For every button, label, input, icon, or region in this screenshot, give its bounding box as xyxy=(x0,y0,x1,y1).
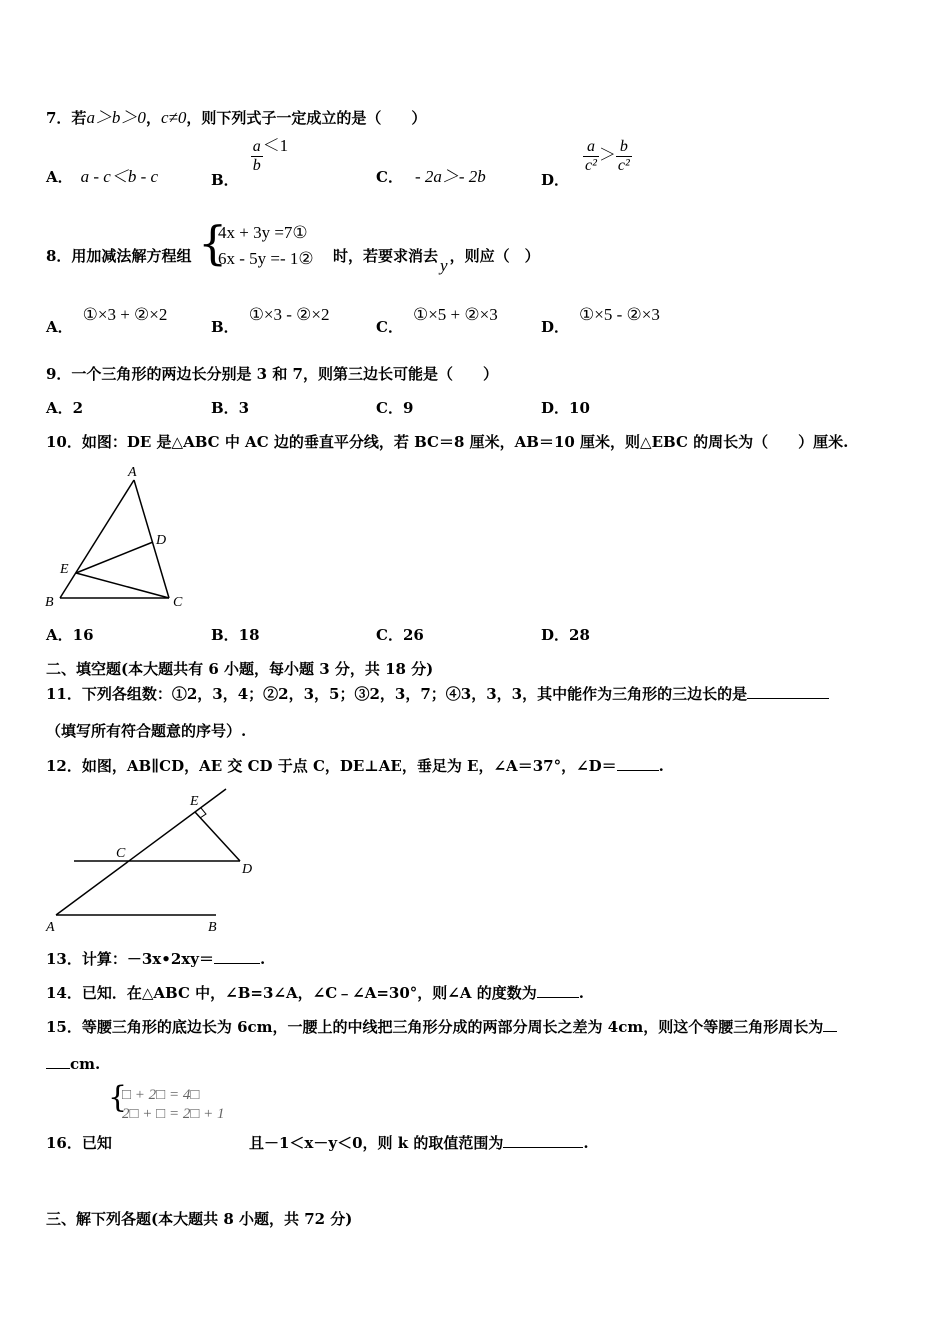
q7-cond1: a＞b＞0 xyxy=(86,108,146,127)
q7-option-b xyxy=(211,135,289,189)
q8-option-d xyxy=(541,304,660,336)
q10-stem: 10．如图：DE 是△ABC 中 AC 边的垂直平分线，若 BC＝8 厘米，AB＝10 厘米，则△EBC 的周长为（ ）厘米. xyxy=(46,433,849,451)
q12-label-a: A xyxy=(46,920,55,935)
q12-label-c: C xyxy=(116,846,126,861)
q7-cond-sep: ， xyxy=(145,109,161,127)
q10-option-b: B．18 xyxy=(211,626,260,644)
q12-label-e: E xyxy=(190,794,199,809)
q16-suffix: 且－1＜x－y＜0，则 k 的取值范围为 xyxy=(249,1134,504,1152)
q15-stem-line xyxy=(46,1016,837,1037)
q8-a-label: A． xyxy=(46,318,73,336)
q7-b-fraction xyxy=(251,138,263,175)
q10-triangle-figure xyxy=(40,460,200,610)
q11-stem: 11．下列各组数：①2，3，4；②2，3，5；③2，3，7；④3，3，3，其中能作为三角形的三边长的是 xyxy=(46,685,748,703)
q8-c-label: C． xyxy=(376,318,403,336)
q16-prefix: 16．已知 xyxy=(46,1134,112,1152)
q7-c-label: C． xyxy=(376,168,403,186)
q8-equation-2: 6x - 5y =- 1② xyxy=(218,249,314,268)
q14-answer-blank xyxy=(537,997,579,998)
q9-option-a: A．2 xyxy=(46,399,84,417)
q7-cond2: c≠0 xyxy=(160,108,187,127)
q7-d-denominator-1: c² xyxy=(585,157,597,174)
q7-stem-prefix: 7．若 xyxy=(46,109,87,127)
q15-stem-line-2 xyxy=(46,1055,100,1073)
q9-option-b: B．3 xyxy=(211,399,250,417)
q11-stem-line xyxy=(46,683,829,704)
q7-b-numerator: a xyxy=(252,138,261,155)
q12-right-angle-mark xyxy=(200,808,206,818)
section2-title: 二、填空题(本大题共有 6 小题，每小题 3 分，共 18 分) xyxy=(46,660,434,678)
q10-label-e: E xyxy=(60,562,69,577)
q8-d-expr: ①×5 - ②×3 xyxy=(579,305,660,324)
q8-a-expr: ①×3 + ②×2 xyxy=(82,305,168,324)
q8-stem-suffix: ，则应（ ） xyxy=(449,247,540,265)
q7-d-denominator-2: c² xyxy=(617,157,630,174)
q14-stem: 14．已知．在△ABC 中，∠B=3∠A，∠C﹣∠A=30°，则∠A 的度数为 xyxy=(46,984,537,1002)
q13-stem: 13．计算：－3x•2xy＝ xyxy=(46,950,214,968)
q10-label-b: B xyxy=(45,595,54,610)
q10-segment-ed xyxy=(76,542,153,573)
q12-line-ae xyxy=(56,789,226,915)
q15-answer-blank-2 xyxy=(46,1068,70,1069)
q7-c-expr: - 2a＞- 2b xyxy=(414,167,486,186)
q16-equation-1: □ + 2□ = 4□ xyxy=(122,1087,200,1103)
q8-c-expr: ①×5 + ②×3 xyxy=(412,305,498,324)
q12-end: . xyxy=(658,757,664,775)
q16-equation-system xyxy=(122,1086,225,1124)
q12-segment-ed xyxy=(195,812,240,861)
q16-stem-rest xyxy=(249,1132,589,1153)
q9-option-d: D．10 xyxy=(541,399,590,417)
q12-parallel-lines-figure xyxy=(40,785,280,935)
q14-end: . xyxy=(578,984,584,1002)
q8-stem-prefix: 8．用加减法解方程组 xyxy=(46,247,192,265)
q11-answer-blank xyxy=(747,698,829,699)
q12-answer-blank xyxy=(617,770,659,771)
q13-end: . xyxy=(259,950,266,968)
q10-segment-ab xyxy=(60,480,134,598)
q8-stem-mid: 时，若要求消去 xyxy=(333,247,439,265)
q7-d-label: D． xyxy=(541,170,570,189)
q14-stem-line xyxy=(46,982,584,1003)
q10-label-d: D xyxy=(156,533,167,548)
q7-option-d xyxy=(541,138,632,189)
q8-var: y xyxy=(440,256,448,275)
q7-b-label: B． xyxy=(211,170,239,189)
q10-option-c: C．26 xyxy=(376,626,424,644)
q7-option-a xyxy=(46,162,158,187)
q7-d-numerator-1: a xyxy=(583,138,599,157)
q8-d-label: D． xyxy=(541,318,570,336)
q7-stem xyxy=(46,103,426,128)
q12-stem-line xyxy=(46,755,664,776)
q13-answer-blank xyxy=(214,963,260,964)
q7-d-numerator-2: b xyxy=(616,138,632,157)
q10-option-d: D．28 xyxy=(541,626,590,644)
section3-title: 三、解下列各题(本大题共 8 小题，共 72 分) xyxy=(46,1210,353,1228)
q8-equation-1: 4x + 3y =7① xyxy=(218,223,308,242)
q7-stem-suffix: ，则下列式子一定成立的是（ ） xyxy=(186,109,427,127)
q10-segment-ec xyxy=(76,573,169,598)
q8-system-brace: { xyxy=(198,216,228,270)
q7-a-label: A． xyxy=(46,168,73,186)
q16-equation-2: 2□ + □ = 2□ + 1 xyxy=(122,1106,225,1122)
q10-option-a: A．16 xyxy=(46,626,94,644)
q12-stem: 12．如图，AB∥CD，AE 交 CD 于点 C，DE⊥AE，垂足为 E，∠A＝37°，∠D＝ xyxy=(46,757,617,775)
q8-stem-rest xyxy=(333,245,540,275)
q7-d-relation: ＞ xyxy=(598,145,616,165)
q8-b-expr: ①×3 - ②×2 xyxy=(248,305,330,324)
q10-label-c: C xyxy=(173,595,183,610)
q15-end: cm. xyxy=(70,1055,101,1073)
q16-end: . xyxy=(583,1134,589,1152)
q16-system-brace: { xyxy=(108,1080,128,1115)
q16-answer-blank xyxy=(503,1147,583,1148)
q15-answer-blank-1 xyxy=(823,1031,837,1032)
q7-option-c xyxy=(376,162,486,187)
q7-d-fraction-1 xyxy=(583,138,599,175)
q7-b-denominator: b xyxy=(252,157,261,174)
q12-label-b: B xyxy=(208,920,217,935)
q7-d-fraction-2 xyxy=(616,138,632,175)
q8-equation-system xyxy=(218,220,314,272)
q8-b-label: B． xyxy=(211,318,239,336)
q10-label-a: A xyxy=(128,465,137,480)
q15-stem: 15．等腰三角形的底边长为 6cm，一腰上的中线把三角形分成的两部分周长之差为 4cm，则这个等腰三角形周长为 xyxy=(46,1018,824,1036)
q11-note: （填写所有符合题意的序号）. xyxy=(46,722,247,740)
q7-a-expr: a - c＜b - c xyxy=(80,167,159,186)
q7-b-relation: ＜1 xyxy=(262,135,289,155)
q8-option-a xyxy=(46,304,168,336)
q12-label-d: D xyxy=(242,862,253,877)
q13-stem-line xyxy=(46,948,265,969)
q8-option-c xyxy=(376,304,498,336)
q8-option-b xyxy=(211,304,330,336)
q9-stem: 9．一个三角形的两边长分别是 3 和 7，则第三边长可能是（ ） xyxy=(46,365,498,383)
q9-option-c: C．9 xyxy=(376,399,414,417)
